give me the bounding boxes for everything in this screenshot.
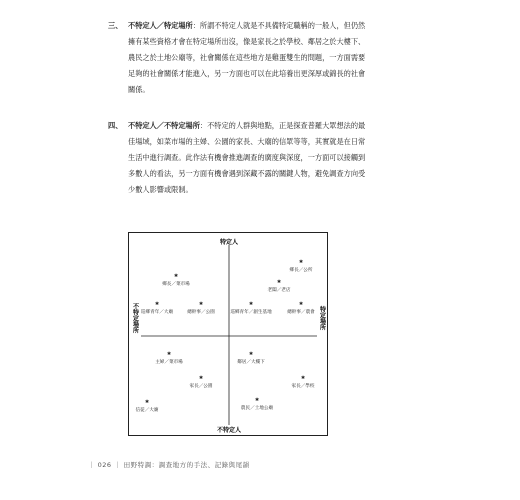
axis-left-label: 不特定場所 [131, 303, 139, 333]
point-label: 家長／公園 [189, 384, 213, 389]
section-number: 四、 [108, 121, 123, 130]
point-label: 巡鄉青年／創生基地 [230, 310, 272, 315]
dot-icon: ✱ [155, 302, 159, 307]
axis-right-label: 特定場所 [318, 306, 326, 330]
section-text: ：不特定的人群與地點，正是探查普羅大眾想法的最佳場域，如菜市場的主婦、公園的家長、大廟的信眾等等，其實就是在日常生活中進行調查。此作法有機會推進調查的廣度與深度，一方面可以接觸到多數人的看法，另一方面有機會遇到深藏不露的關鍵人物，避免調查方向受少數人影響或限制。 [128, 121, 366, 194]
section-3 [108, 18, 366, 98]
dot-icon: ✱ [174, 274, 178, 279]
dot-icon: ✱ [249, 302, 253, 307]
footer-separator: ｜ [88, 461, 95, 469]
point-label: 老闆／老店 [267, 288, 291, 293]
dot-icon: ✱ [301, 376, 305, 381]
axis-bottom-label: 不特定人 [216, 427, 242, 434]
section-text: ：所謂不特定人就是不具備特定職稱的一般人，但仍然擁有某些資格才會在特定場所出沒，像是家長之於學校、鄰居之於大樓下、農民之於土地公廟等，社會關係在這些地方是雞蛋雙生的問題，一方面需要足夠的社會關係才能進入，另一方面也可以在此培養出更深厚或錦長的社會關係。 [128, 21, 366, 94]
dot-icon: ✱ [299, 302, 303, 307]
section-body [128, 18, 366, 98]
section-body [128, 118, 366, 198]
dot-icon: ✱ [199, 376, 203, 381]
page-footer [88, 460, 250, 469]
dot-icon: ✱ [145, 400, 149, 405]
point-label: 鄉長／公所 [289, 268, 313, 273]
dot-icon: ✱ [277, 280, 281, 285]
point-label: 家長／學校 [291, 384, 315, 389]
dot-icon: ✱ [299, 260, 303, 265]
dot-icon: ✱ [167, 352, 171, 357]
dot-icon: ✱ [255, 398, 259, 403]
point-label: 巡鄉青年／大廟 [140, 310, 174, 315]
section-number: 三、 [108, 21, 123, 30]
axis-top-label: 特定人 [219, 239, 239, 246]
point-label: 農民／土地公廟 [240, 406, 274, 411]
section-4 [108, 118, 366, 198]
quadrant-svg [129, 233, 329, 437]
point-label: 鄰居／大樓下 [237, 360, 265, 365]
point-label: 主婦／菜市場 [155, 360, 183, 365]
dot-icon: ✱ [199, 302, 203, 307]
footer-separator: ｜ [114, 461, 122, 469]
quadrant-diagram [128, 232, 328, 436]
section-lead: 不特定人／不特定場所 [128, 121, 200, 130]
point-label: 鄉長／菜市場 [162, 282, 190, 287]
point-label: 總幹事／公園 [187, 310, 215, 315]
point-label: 信徒／大廟 [135, 408, 159, 413]
page-number: 026 [97, 461, 112, 469]
book-title: 田野特調：調查地方的手法、記錄與尾韻 [123, 461, 250, 469]
section-lead: 不特定人／特定場所 [128, 21, 193, 30]
point-label: 總幹事／農會 [287, 310, 315, 315]
dot-icon: ✱ [249, 352, 253, 357]
